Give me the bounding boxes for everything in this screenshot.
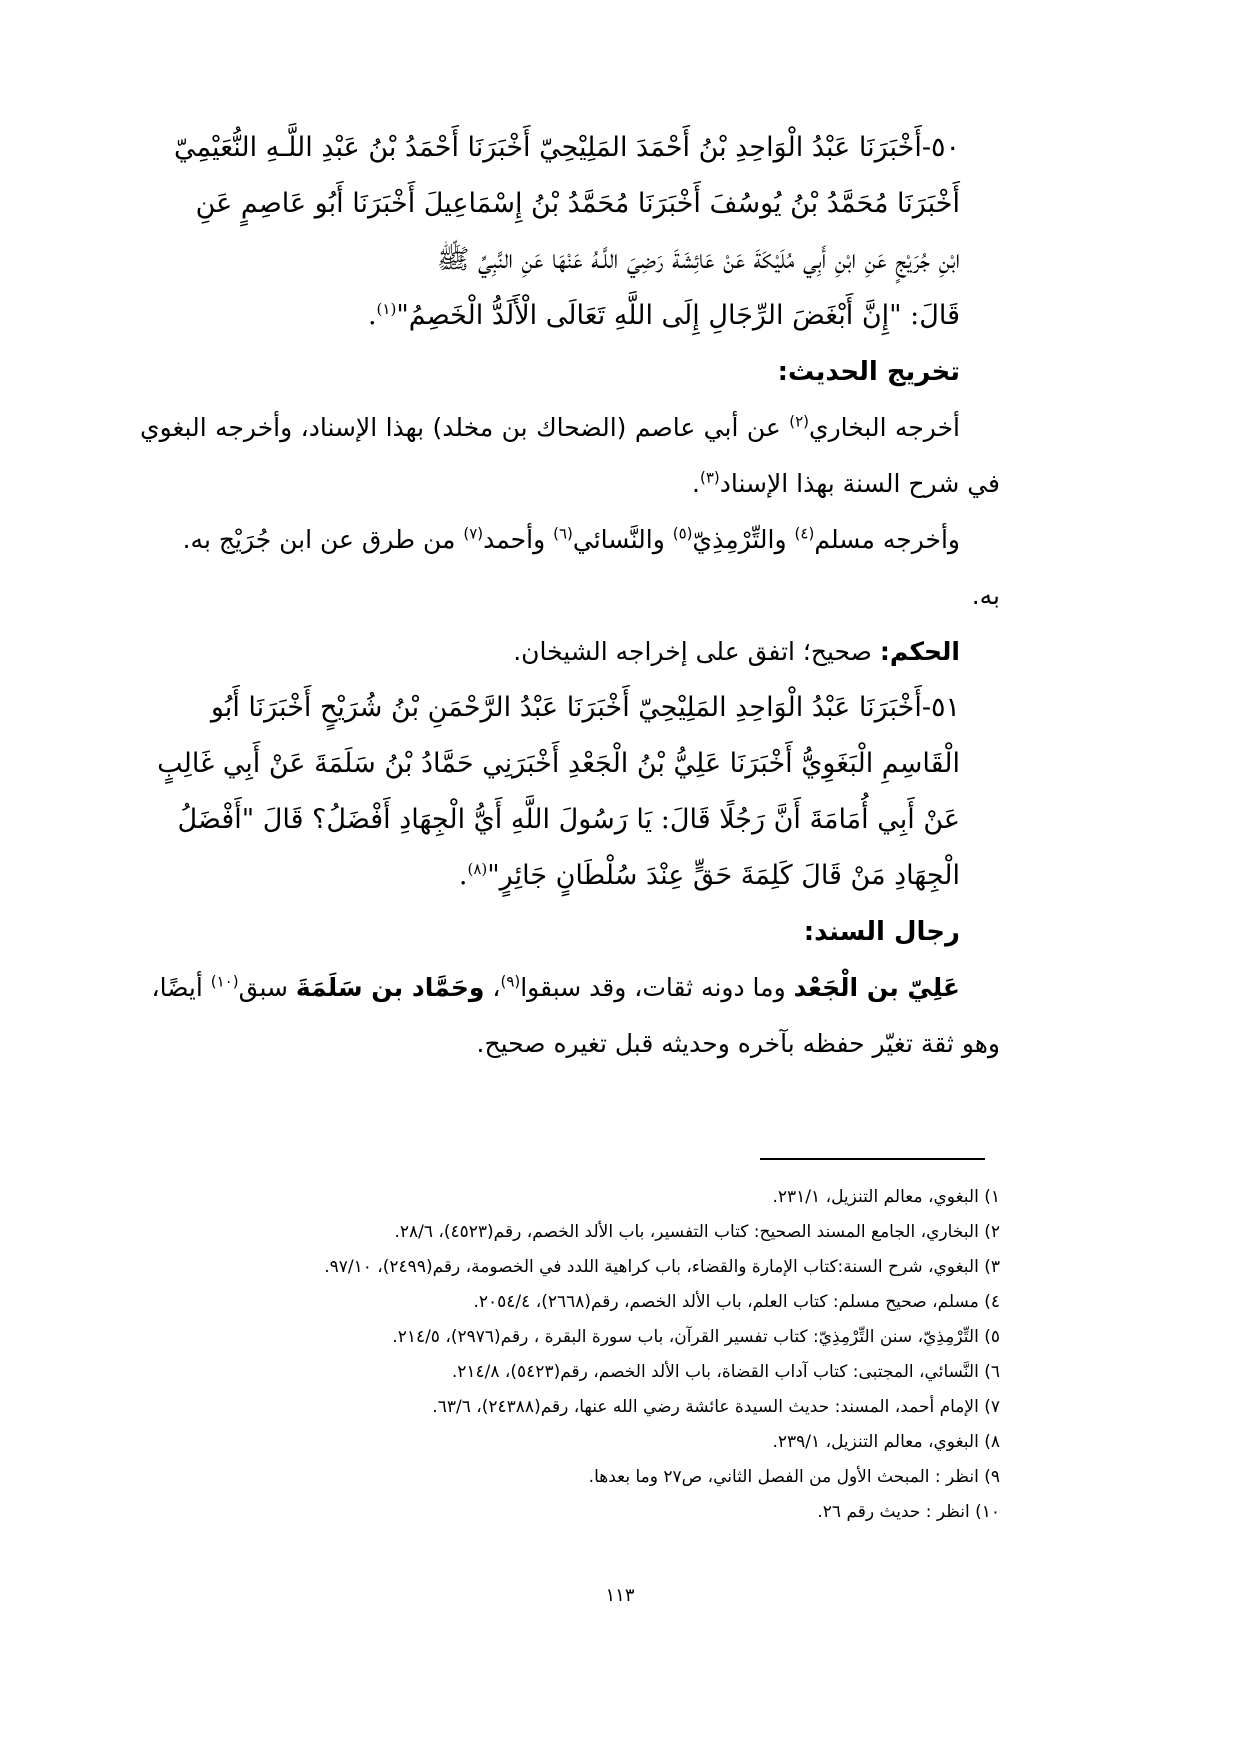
hadith-50-line-4: قَالَ: "إِنَّ أَبْغَضَ الرِّجَالِ إِلَى اللَّهِ تَعَالَى الْأَلَدُّ الْخَصِمُ"$^{(١)}$. xyxy=(367,300,960,331)
footnote-ref: (٩) xyxy=(500,972,521,991)
footnote: ١) البغوي، معالم التنزيل، ٢٣١/١. xyxy=(772,1187,1000,1207)
narrator-name: وحَمَّاد بن سَلَمَةَ xyxy=(295,973,485,1002)
hadith-50 xyxy=(140,120,1000,344)
stray-text: به. xyxy=(971,581,1000,610)
footnote-ref: (١) xyxy=(376,300,397,318)
footnote: ٩) انظر : المبحث الأول من الفصل الثاني، ص٢٧ وما بعدها. xyxy=(588,1467,1000,1487)
footnote-ref: (٦) xyxy=(553,524,573,543)
page-number: ١١٣ xyxy=(605,1585,635,1606)
hadith-51-line-2: الْقَاسِمِ الْبَغَوِيُّ أَخْبَرَنَا عَلِيُّ بْنُ الْجَعْدِ أَخْبَرَنِي حَمَّادُ بْنُ سَلَمَةَ عَنْ أَبِي غَالِبٍ xyxy=(157,748,960,779)
footnote-ref: (٢) xyxy=(789,412,810,431)
hadith-50-line-2: أَخْبَرَنَا مُحَمَّدُ بْنُ يُوسُفَ أَخْبَرَنَا مُحَمَّدُ بْنُ إِسْمَاعِيلَ أَخْبَرَنَا أَبُو عَاصِمٍ عَنِ xyxy=(195,188,960,219)
narrator-name: عَلِيّ بن الْجَعْد xyxy=(793,973,960,1002)
takhrij-heading: تخريج الحديث: xyxy=(777,357,960,387)
hadith-50-line-3: ابْنِ جُرَيْجٍ عَنِ ابْنِ أَبِي مُلَيْكَةَ عَنْ عَائِشَةَ رَضِيَ اللَّـهُ عَنْهَا عَنِ النَّبِيِّ ﷺ xyxy=(436,244,960,275)
footnote-ref: (٣) xyxy=(699,468,720,487)
hukm-paragraph: الحكم: صحيح؛ اتفق على إخراجه الشيخان. xyxy=(513,637,960,666)
rijal-heading: رجال السند: xyxy=(803,917,960,947)
footnote: ٧) الإمام أحمد، المسند: حديث السيدة عائشة رضي الله عنها، رقم(٢٤٣٨٨)، ٦٣/٦. xyxy=(432,1397,1000,1417)
hadith-51 xyxy=(140,680,1000,904)
footnote-ref: (٨) xyxy=(467,860,488,878)
footnote-ref: (٧) xyxy=(463,524,484,543)
footnote: ٨) البغوي، معالم التنزيل، ٢٣٩/١. xyxy=(772,1432,1000,1452)
footnote-ref: (٤) xyxy=(794,524,815,543)
footnote: ٤) مسلم، صحيح مسلم: كتاب العلم، باب الألد الخصم، رقم(٢٦٦٨)، ٢٠٥٤/٤. xyxy=(473,1292,1000,1312)
footnote: ١٠) انظر : حديث رقم ٢٦. xyxy=(817,1502,1000,1522)
takhrij-paragraph-2: وأخرجه مسلم$^{(٤)}$ والتِّرْمِذِيّ$^{(٥)}$ والنَّسائي$^{(٦)}$ وأحمد$^{(٧)}$ من طرق عن ابن جُرَيْج به. xyxy=(182,524,960,554)
footnote: ٣) البغوي، شرح السنة:كتاب الإمارة والقضاء، باب كراهية اللدد في الخصومة، رقم(٢٤٩٩)، ٩٧/١٠. xyxy=(324,1257,1000,1277)
rijal-paragraph-line-2: وهو ثقة تغيّر حفظه بآخره وحديثه قبل تغيره صحيح. xyxy=(476,1029,1000,1058)
hadith-51-line-1: ٥١-أَخْبَرَنَا عَبْدُ الْوَاحِدِ المَلِيْحِيّ أَخْبَرَنَا عَبْدُ الرَّحْمَنِ بْنُ شُرَيْحٍ أَخْبَرَنَا أَبُو xyxy=(210,692,960,723)
hadith-51-line-3: عَنْ أَبِي أُمَامَةَ أَنَّ رَجُلًا قَالَ: يَا رَسُولَ اللَّهِ أَيُّ الْجِهَادِ أَفْضَلُ؟ قَالَ "أَفْضَلُ xyxy=(177,804,960,835)
hadith-number: ٥٠- xyxy=(921,132,960,163)
hadith-50-line-1: ٥٠-أَخْبَرَنَا عَبْدُ الْوَاحِدِ بْنُ أَحْمَدَ المَلِيْحِيّ أَخْبَرَنَا أَحْمَدُ بْنُ عَبْدِ اللَّـهِ النُّعَيْمِيّ xyxy=(173,132,960,163)
footnotes xyxy=(140,1180,1000,1530)
footnote: ٥) التِّرْمِذِيّ، سنن التِّرْمِذِيّ: كتاب تفسير القرآن، باب سورة البقرة ، رقم(٢٩٧٦)، ٢١٤/٥. xyxy=(392,1327,1000,1347)
takhrij-paragraph-1: أخرجه البخاري$^{(٢)}$ عن أبي عاصم (الضحاك بن مخلد) بهذا الإسناد، وأخرجه البغوي في شرح السنة بهذا الإسناد$^{(٣)}$. xyxy=(140,412,1000,498)
rijal-paragraph: عَلِيّ بن الْجَعْد وما دونه ثقات، وقد سبقوا$^{(٩)}$، وحَمَّاد بن سَلَمَةَ سبق$^{(١٠)}$ أيضًا، xyxy=(151,972,960,1002)
footnote-ref: (٥) xyxy=(672,524,693,543)
footnote: ٢) البخاري، الجامع المسند الصحيح: كتاب التفسير، باب الألد الخصم، رقم(٤٥٢٣)، ٢٨/٦. xyxy=(394,1222,1000,1242)
hadith-51-line-4: الْجِهَادِ مَنْ قَالَ كَلِمَةَ حَقٍّ عِنْدَ سُلْطَانٍ جَائِرٍ"$^{(٨)}$. xyxy=(458,860,960,891)
footnote: ٦) النَّسائي، المجتبى: كتاب آداب القضاة، باب الألد الخصم، رقم(٥٤٢٣)، ٢١٤/٨. xyxy=(451,1362,1000,1382)
footnote-ref: (١٠) xyxy=(210,972,239,991)
footnote-separator xyxy=(760,1158,985,1160)
hadith-number: ٥١- xyxy=(921,692,960,723)
page-body xyxy=(140,120,1000,1072)
hukm-label: الحكم: xyxy=(879,637,960,666)
